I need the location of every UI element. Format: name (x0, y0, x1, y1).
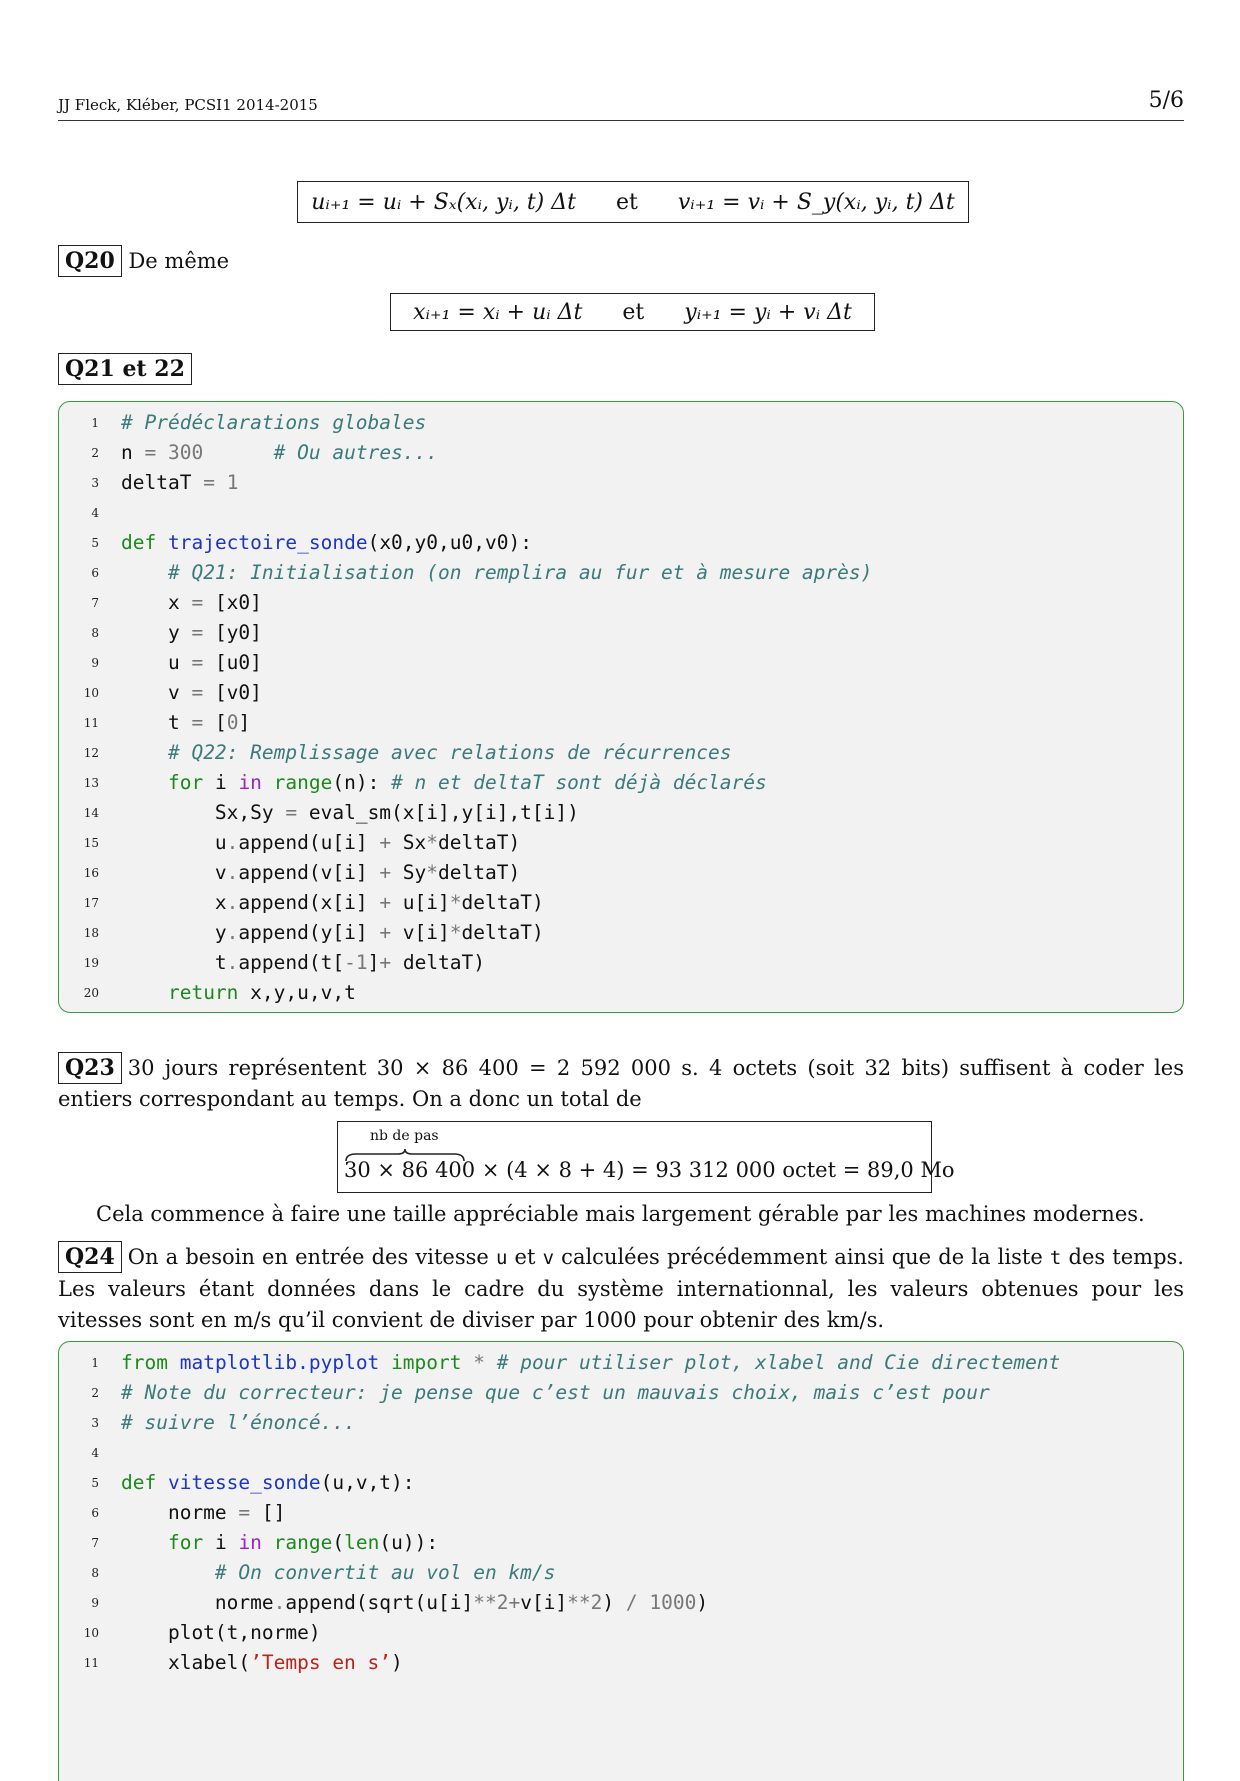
velocity-eq-left: uᵢ₊₁ = uᵢ + Sₓ(xᵢ, yᵢ, t) Δt (311, 189, 576, 215)
position-eq-right: yᵢ₊₁ = yᵢ + vᵢ Δt (684, 299, 852, 325)
code-line: 17 x.append(x[i] + u[i]*deltaT) (83, 891, 544, 914)
formula-result: × (4 × 8 + 4) = 93 312 000 octet = 89,0 Mo (475, 1158, 955, 1182)
q24-paragraph (58, 1241, 1184, 1336)
code-line: 4 (91, 1446, 99, 1460)
q21-line (58, 353, 192, 385)
code-line: 4 (91, 506, 99, 520)
code-line: 8 y = [y0] (91, 621, 262, 644)
q23-paragraph (58, 1052, 1184, 1115)
q23-comment: Cela commence à faire une taille appréciable mais largement gérable par les machines modernes. (96, 1202, 1145, 1226)
q20-line (58, 245, 229, 277)
code-line: 1 # Prédéclarations globales (91, 411, 427, 434)
code-block-vitesse (58, 1341, 1184, 1781)
code-line: 6 norme = [] (91, 1501, 286, 1524)
code-line: 15 u.append(u[i] + Sx*deltaT) (83, 831, 521, 854)
code-line: 9 u = [u0] (91, 651, 262, 674)
code-line: 10 v = [v0] (83, 681, 262, 704)
q20-label: Q20 (58, 245, 122, 277)
code-line: 11 t = [0] (83, 711, 251, 734)
size-formula (344, 1158, 955, 1182)
code-line: 8 # On convertit au vol en km/s (91, 1561, 556, 1584)
position-equation-box (390, 293, 875, 331)
q24-text: On a besoin en entrée des vitesse (127, 1245, 496, 1269)
q23-text: 30 jours représentent 30 × 86 400 = 2 592 000 s. 4 octets (soit 32 bits) suffisent à coder les entiers correspondant au temps. On a donc un total de (58, 1056, 1184, 1111)
code-line: 12 # Q22: Remplissage avec relations de récurrences (83, 741, 732, 764)
code-line: 2 n = 300 # Ou autres... (91, 441, 439, 464)
q24-text: calculées précédemment ainsi que de la liste (554, 1245, 1050, 1269)
q24-var-t: t (1049, 1247, 1062, 1269)
q23-label: Q23 (58, 1052, 122, 1084)
code-line: 16 v.append(v[i] + Sy*deltaT) (83, 861, 521, 884)
velocity-equation-box (297, 181, 969, 223)
q24-label: Q24 (58, 1241, 122, 1273)
code-line: 10 plot(t,norme) (83, 1621, 321, 1644)
code-line: 9 norme.append(sqrt(u[i]**2+v[i]**2) / 1000) (91, 1591, 709, 1614)
code-line: 19 t.append(t[-1]+ deltaT) (83, 951, 486, 974)
code-line: 7 for i in range(len(u)): (91, 1531, 439, 1554)
code-line: 3 # suivre l’énoncé... (91, 1411, 356, 1434)
code-line: 13 for i in range(n): # n et deltaT sont déjà déclarés (83, 771, 767, 794)
code-block-trajectoire (58, 401, 1184, 1013)
code-line: 5 def trajectoire_sonde(x0,y0,u0,v0): (91, 531, 532, 554)
page-header (58, 88, 1184, 121)
q20-text: De même (128, 249, 230, 273)
code-line: 2 # Note du correcteur: je pense que c’est un mauvais choix, mais c’est pour (91, 1381, 990, 1404)
brace-label: nb de pas (370, 1128, 439, 1144)
q24-var-v: v (542, 1247, 555, 1269)
position-eq-left: xᵢ₊₁ = xᵢ + uᵢ Δt (413, 299, 583, 325)
header-author: JJ Fleck, Kléber, PCSI1 2014-2015 (58, 96, 318, 114)
code-line: 20 return x,y,u,v,t (83, 981, 356, 1004)
code-line: 11 xlabel(’Temps en s’) (83, 1651, 403, 1674)
velocity-eq-sep: et (615, 189, 638, 215)
code-line: 7 x = [x0] (91, 591, 262, 614)
code-line: 5 def vitesse_sonde(u,v,t): (91, 1471, 415, 1494)
page-number: 5/6 (1148, 88, 1184, 113)
code-line: 18 y.append(y[i] + v[i]*deltaT) (83, 921, 544, 944)
formula-steps: 30 × 86 400 (344, 1158, 476, 1182)
code-line: 6 # Q21: Initialisation (on remplira au fur et à mesure après) (91, 561, 873, 584)
memory-size-formula-box (337, 1121, 955, 1193)
q24-text: et (507, 1245, 543, 1269)
code-line: 3 deltaT = 1 (91, 471, 239, 494)
q21-label: Q21 et 22 (58, 353, 192, 385)
position-eq-sep: et (622, 299, 645, 325)
code-line: 14 Sx,Sy = eval_sm(x[i],y[i],t[i]) (83, 801, 579, 824)
q24-text: des temps. Les valeurs étant données dans le cadre du système internationnal, les valeurs obtenues pour les vitesses sont en m/s qu’il convient de diviser par 1000 pour obtenir des km/s. (58, 1245, 1184, 1332)
code-line: 1 from matplotlib.pyplot import * # pour utiliser plot, xlabel and Cie directement (91, 1351, 1061, 1374)
q24-var-u: u (495, 1247, 508, 1269)
velocity-eq-right: vᵢ₊₁ = vᵢ + S_y(xᵢ, yᵢ, t) Δt (677, 189, 955, 215)
